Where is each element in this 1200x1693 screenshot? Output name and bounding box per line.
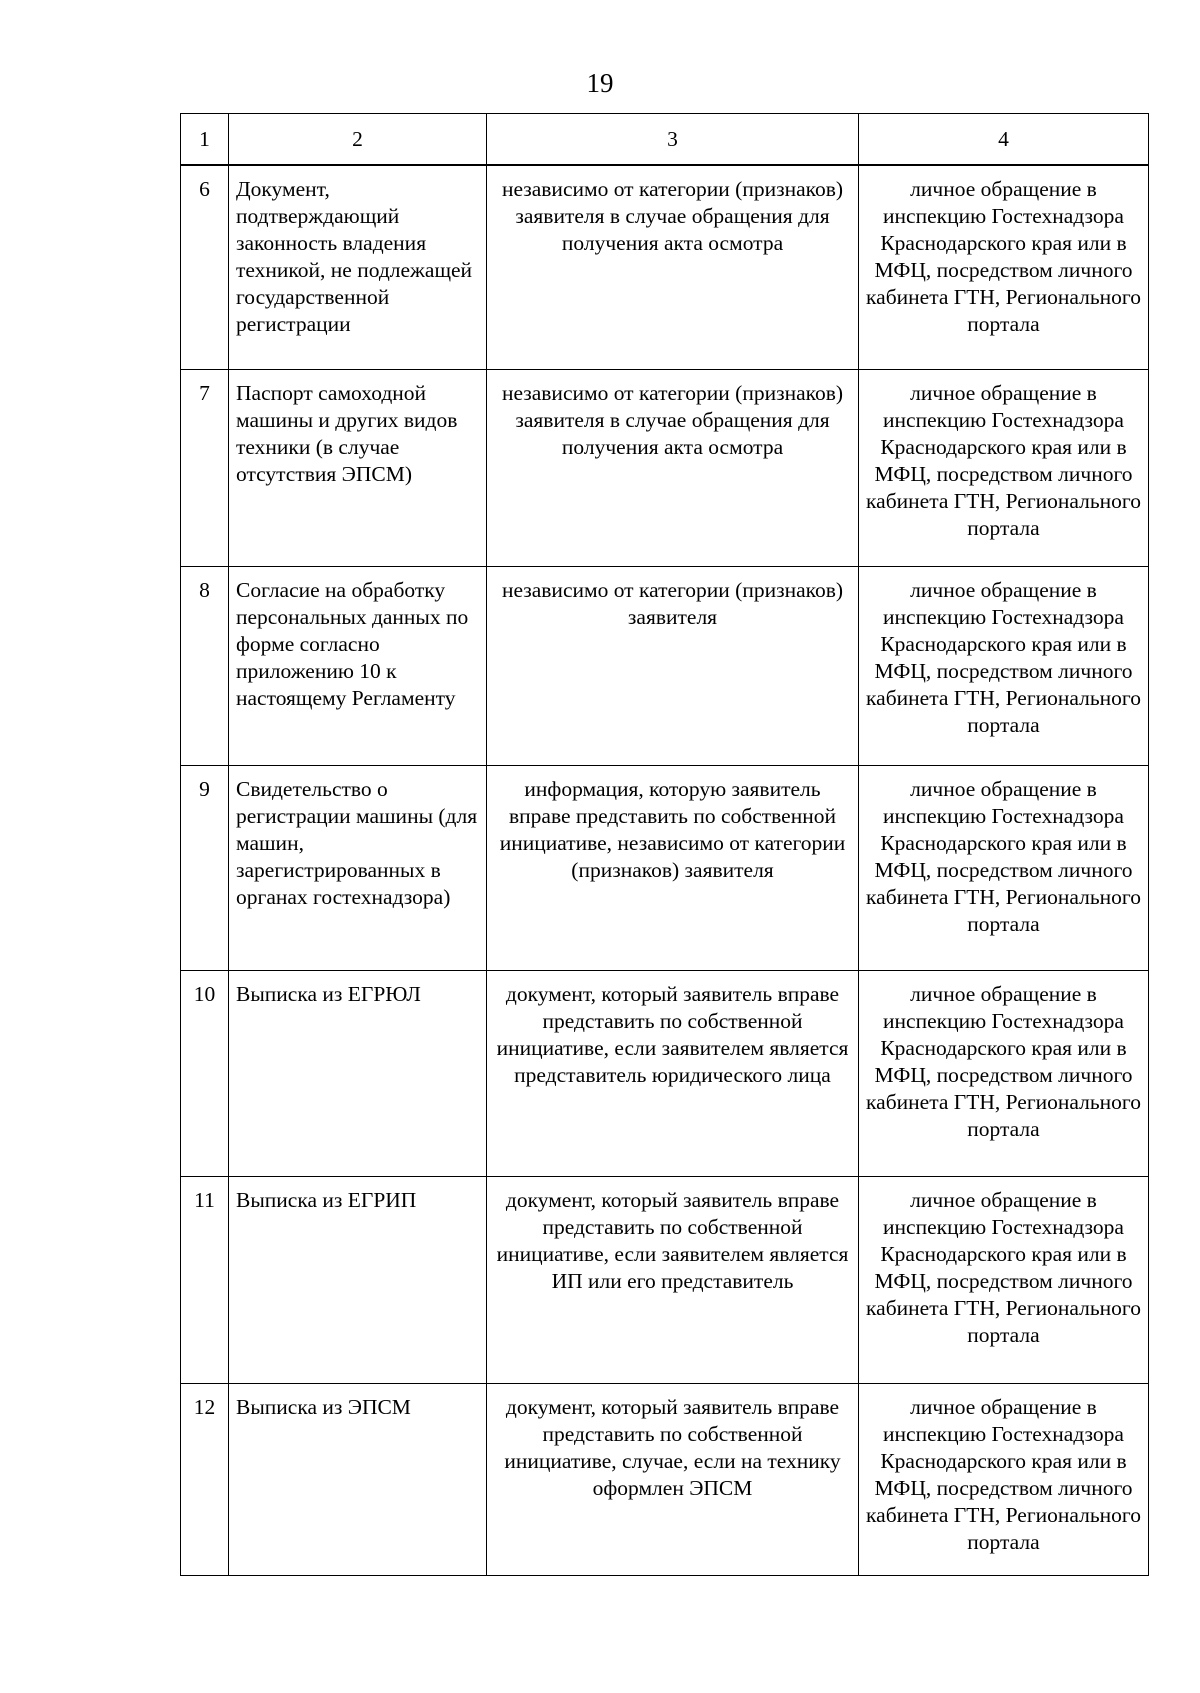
table-row — [181, 566, 1149, 765]
submission-method: личное обращение в инспекцию Гостехнадзора Краснодарского края или в МФЦ, посредством личного кабинета ГТН, Регионального портала — [859, 765, 1149, 970]
row-number: 9 — [181, 765, 229, 970]
table-row — [181, 970, 1149, 1176]
document-name: Паспорт самоходной машины и других видов техники (в случае отсутствия ЭПСМ) — [229, 369, 487, 566]
row-number: 8 — [181, 566, 229, 765]
applicant-category: документ, который заявитель вправе представить по собственной инициативе, если заявителем является ИП или его представитель — [487, 1176, 859, 1383]
submission-method: личное обращение в инспекцию Гостехнадзора Краснодарского края или в МФЦ, посредством личного кабинета ГТН, Регионального портала — [859, 566, 1149, 765]
applicant-category: документ, который заявитель вправе представить по собственной инициативе, случае, если на технику оформлен ЭПСМ — [487, 1383, 859, 1575]
column-header-2: 2 — [229, 114, 487, 166]
document-name: Выписка из ЕГРИП — [229, 1176, 487, 1383]
document-name: Выписка из ЕГРЮЛ — [229, 970, 487, 1176]
submission-method: личное обращение в инспекцию Гостехнадзора Краснодарского края или в МФЦ, посредством личного кабинета ГТН, Регионального портала — [859, 165, 1149, 369]
row-number: 12 — [181, 1383, 229, 1575]
applicant-category: независимо от категории (признаков) заявителя в случае обращения для получения акта осмотра — [487, 165, 859, 369]
applicant-category: независимо от категории (признаков) заявителя — [487, 566, 859, 765]
applicant-category: информация, которую заявитель вправе представить по собственной инициативе, независимо от категории (признаков) заявителя — [487, 765, 859, 970]
column-header-4: 4 — [859, 114, 1149, 166]
row-number: 10 — [181, 970, 229, 1176]
column-header-1: 1 — [181, 114, 229, 166]
table-row — [181, 1383, 1149, 1575]
documents-table — [180, 113, 1149, 1576]
document-name: Документ, подтверждающий законность владения техникой, не подлежащей государственной регистрации — [229, 165, 487, 369]
document-name: Согласие на обработку персональных данных по форме согласно приложению 10 к настоящему Регламенту — [229, 566, 487, 765]
table-header-row — [181, 114, 1149, 166]
submission-method: личное обращение в инспекцию Гостехнадзора Краснодарского края или в МФЦ, посредством личного кабинета ГТН, Регионального портала — [859, 970, 1149, 1176]
applicant-category: независимо от категории (признаков) заявителя в случае обращения для получения акта осмотра — [487, 369, 859, 566]
document-name: Свидетельство о регистрации машины (для машин, зарегистрированных в органах гостехнадзора) — [229, 765, 487, 970]
table-row — [181, 765, 1149, 970]
row-number: 6 — [181, 165, 229, 369]
document-name: Выписка из ЭПСМ — [229, 1383, 487, 1575]
applicant-category: документ, который заявитель вправе представить по собственной инициативе, если заявителем является представитель юридического лица — [487, 970, 859, 1176]
page-number: 19 — [586, 68, 614, 98]
submission-method: личное обращение в инспекцию Гостехнадзора Краснодарского края или в МФЦ, посредством личного кабинета ГТН, Регионального портала — [859, 1383, 1149, 1575]
table-row — [181, 165, 1149, 369]
table-row — [181, 1176, 1149, 1383]
submission-method: личное обращение в инспекцию Гостехнадзора Краснодарского края или в МФЦ, посредством личного кабинета ГТН, Регионального портала — [859, 369, 1149, 566]
row-number: 7 — [181, 369, 229, 566]
table-row — [181, 369, 1149, 566]
submission-method: личное обращение в инспекцию Гостехнадзора Краснодарского края или в МФЦ, посредством личного кабинета ГТН, Регионального портала — [859, 1176, 1149, 1383]
row-number: 11 — [181, 1176, 229, 1383]
column-header-3: 3 — [487, 114, 859, 166]
